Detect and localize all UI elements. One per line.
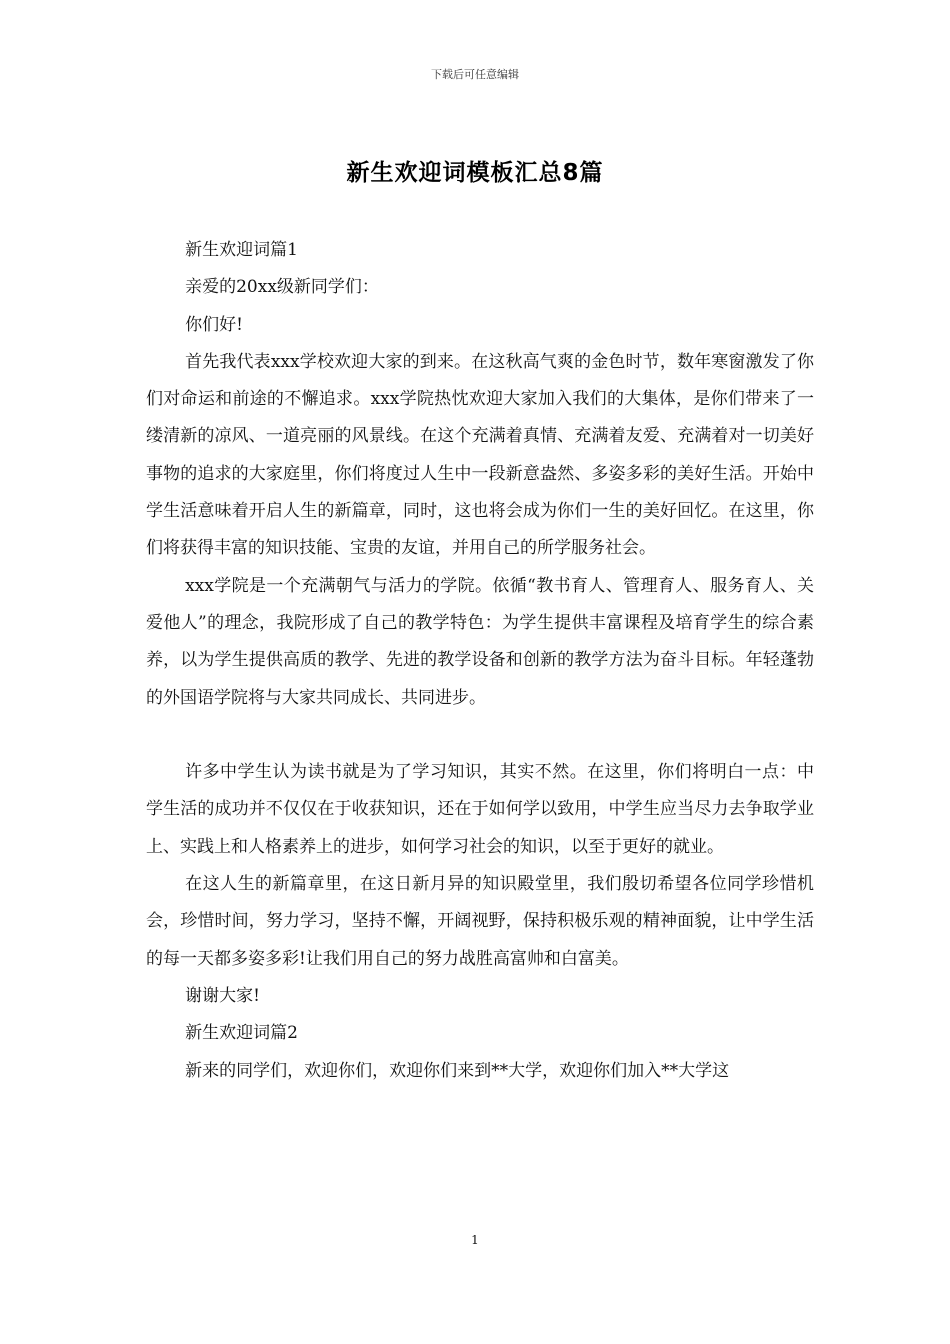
body-paragraph: 首先我代表xxx学校欢迎大家的到来。在这秋高气爽的金色时节，数年寒窗激发了你们对命运和前途的不懈追求。xxx学院热忱欢迎大家加入我们的大集体，是你们带来了一缕清新的凉风、一道亮丽的风景线。在这个充满着真情、充满着友爱、充满着对一切美好事物的追求的大家庭里，你们将度过人生中一段新意盎然、多姿多彩的美好生活。开始中学生活意味着开启人生的新篇章，同时，这也将会成为你们一生的美好回忆。在这里，你们将获得丰富的知识技能、宝贵的友谊，并用自己的所学服务社会。	[146, 351, 814, 559]
closing-thanks: 谢谢大家!	[185, 985, 260, 1006]
paragraph-spacer	[146, 717, 814, 754]
body-paragraph: 新来的同学们，欢迎你们，欢迎你们来到**大学，欢迎你们加入**大学这	[185, 1060, 730, 1081]
salutation: 亲爱的20xx级新同学们：	[185, 277, 379, 298]
section-heading: 新生欢迎词篇2	[185, 1023, 298, 1044]
body-paragraph: 在这人生的新篇章里，在这日新月异的知识殿堂里，我们殷切希望各位同学珍惜机会，珍惜时间，努力学习，坚持不懈，开阔视野，保持积极乐观的精神面貌，让中学生活的每一天都多姿多彩!让我们用自己的努力战胜高富帅和白富美。	[146, 874, 814, 969]
document-title: 新生欢迎词模板汇总8篇	[346, 160, 604, 186]
body-paragraph: 许多中学生认为读书就是为了学习知识，其实不然。在这里，你们将明白一点：中学生活的成功并不仅仅在于收获知识，还在于如何学以致用，中学生应当尽力去争取学业上、实践上和人格素养上的进步，如何学习社会的知识，以至于更好的就业。	[146, 762, 814, 857]
body-paragraph: xxx学院是一个充满朝气与活力的学院。依循“教书育人、管理育人、服务育人、关爱他人”的理念，我院形成了自己的教学特色：为学生提供丰富课程及培育学生的综合素养，以为学生提供高质的教学、先进的教学设备和创新的教学方法为奋斗目标。年轻蓬勃的外国语学院将与大家共同成长、共同进步。	[146, 575, 814, 708]
page-number: 1	[471, 1233, 479, 1247]
page-header-note: 下载后可任意编辑	[431, 68, 519, 81]
section-heading: 新生欢迎词篇1	[185, 240, 298, 260]
greeting: 你们好!	[185, 314, 243, 335]
document-body	[146, 232, 814, 1090]
